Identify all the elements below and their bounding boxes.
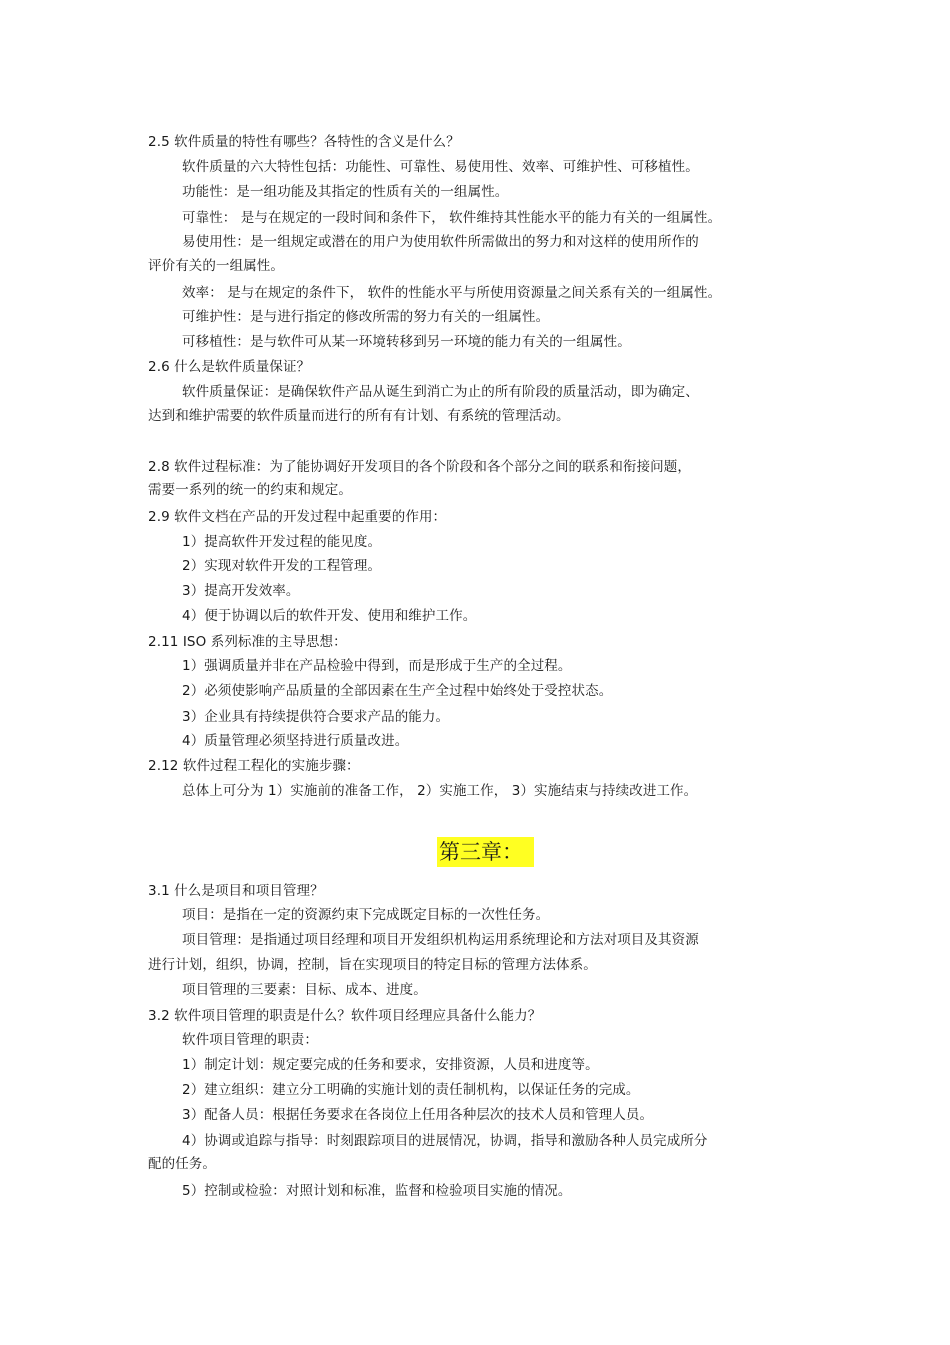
paragraph-line: 总体上可分为 1）实施前的准备工作， 2）实施工作， 3）实施结束与持续改进工作。	[182, 783, 698, 799]
list-item: 2）建立组织：建立分工明确的实施计划的责任制机构，以保证任务的完成。	[182, 1082, 640, 1098]
heading-2-12: 2.12 软件过程工程化的实施步骤：	[148, 758, 360, 774]
paragraph-line: 易使用性：是一组规定或潜在的用户为使用软件所需做出的努力和对这样的使用所作的	[182, 234, 699, 250]
paragraph-line: 项目管理的三要素：目标、成本、进度。	[182, 982, 427, 998]
list-item: 4）质量管理必须坚持进行质量改进。	[182, 733, 409, 749]
heading-3-2: 3.2 软件项目管理的职责是什么？软件项目经理应具备什么能力？	[148, 1008, 542, 1024]
heading-2-5: 2.5 软件质量的特性有哪些？各特性的含义是什么？	[148, 134, 460, 150]
list-item: 4）协调或追踪与指导：时刻跟踪项目的进展情况，协调，指导和激励各种人员完成所分	[182, 1133, 708, 1149]
list-item: 1）强调质量并非在产品检验中得到，而是形成于生产的全过程。	[182, 658, 572, 674]
list-item: 5）控制或检验：对照计划和标准，监督和检验项目实施的情况。	[182, 1183, 572, 1199]
paragraph-line: 配的任务。	[148, 1156, 216, 1172]
paragraph-line: 软件项目管理的职责：	[182, 1032, 318, 1048]
paragraph-line: 项目：是指在一定的资源约束下完成既定目标的一次性任务。	[182, 907, 550, 923]
paragraph-line: 效率： 是与在规定的条件下， 软件的性能水平与所使用资源量之间关系有关的一组属性。	[182, 285, 722, 301]
paragraph-line: 可移植性：是与软件可从某一环境转移到另一环境的能力有关的一组属性。	[182, 334, 631, 350]
paragraph-line: 达到和维护需要的软件质量而进行的所有有计划、有系统的管理活动。	[148, 408, 570, 424]
paragraph-line: 功能性：是一组功能及其指定的性质有关的一组属性。	[182, 184, 509, 200]
paragraph-line: 软件质量保证：是确保软件产品从诞生到消亡为止的所有阶段的质量活动，即为确定、	[182, 384, 699, 400]
heading-2-8: 2.8 软件过程标准：为了能协调好开发项目的各个阶段和各个部分之间的联系和衔接问题，	[148, 459, 691, 475]
heading-2-6: 2.6 什么是软件质量保证？	[148, 359, 311, 375]
list-item: 2）实现对软件开发的工程管理。	[182, 558, 382, 574]
chapter-title-highlighted: 第三章：	[437, 837, 534, 867]
list-item: 3）企业具有持续提供符合要求产品的能力。	[182, 709, 450, 725]
heading-3-1: 3.1 什么是项目和项目管理？	[148, 883, 324, 899]
list-item: 1）制定计划：规定要完成的任务和要求，安排资源，人员和进度等。	[182, 1057, 599, 1073]
list-item: 3）提高开发效率。	[182, 583, 300, 599]
paragraph-line: 可靠性： 是与在规定的一段时间和条件下， 软件维持其性能水平的能力有关的一组属性。	[182, 210, 722, 226]
paragraph-line: 进行计划，组织，协调，控制，旨在实现项目的特定目标的管理方法体系。	[148, 957, 597, 973]
heading-2-9: 2.9 软件文档在产品的开发过程中起重要的作用：	[148, 509, 447, 525]
paragraph-line: 项目管理：是指通过项目经理和项目开发组织机构运用系统理论和方法对项目及其资源	[182, 932, 699, 948]
paragraph-line: 软件质量的六大特性包括：功能性、可靠性、易使用性、效率、可维护性、可移植性。	[182, 159, 699, 175]
list-item: 3）配备人员：根据任务要求在各岗位上任用各种层次的技术人员和管理人员。	[182, 1107, 654, 1123]
paragraph-line: 评价有关的一组属性。	[148, 258, 284, 274]
heading-2-11: 2.11 ISO 系列标准的主导思想：	[148, 634, 347, 650]
list-item: 2）必须使影响产品质量的全部因素在生产全过程中始终处于受控状态。	[182, 683, 613, 699]
paragraph-line: 需要一系列的统一的约束和规定。	[148, 482, 352, 498]
list-item: 4）便于协调以后的软件开发、使用和维护工作。	[182, 608, 477, 624]
paragraph-line: 可维护性：是与进行指定的修改所需的努力有关的一组属性。	[182, 309, 550, 325]
list-item: 1）提高软件开发过程的能见度。	[182, 534, 382, 550]
